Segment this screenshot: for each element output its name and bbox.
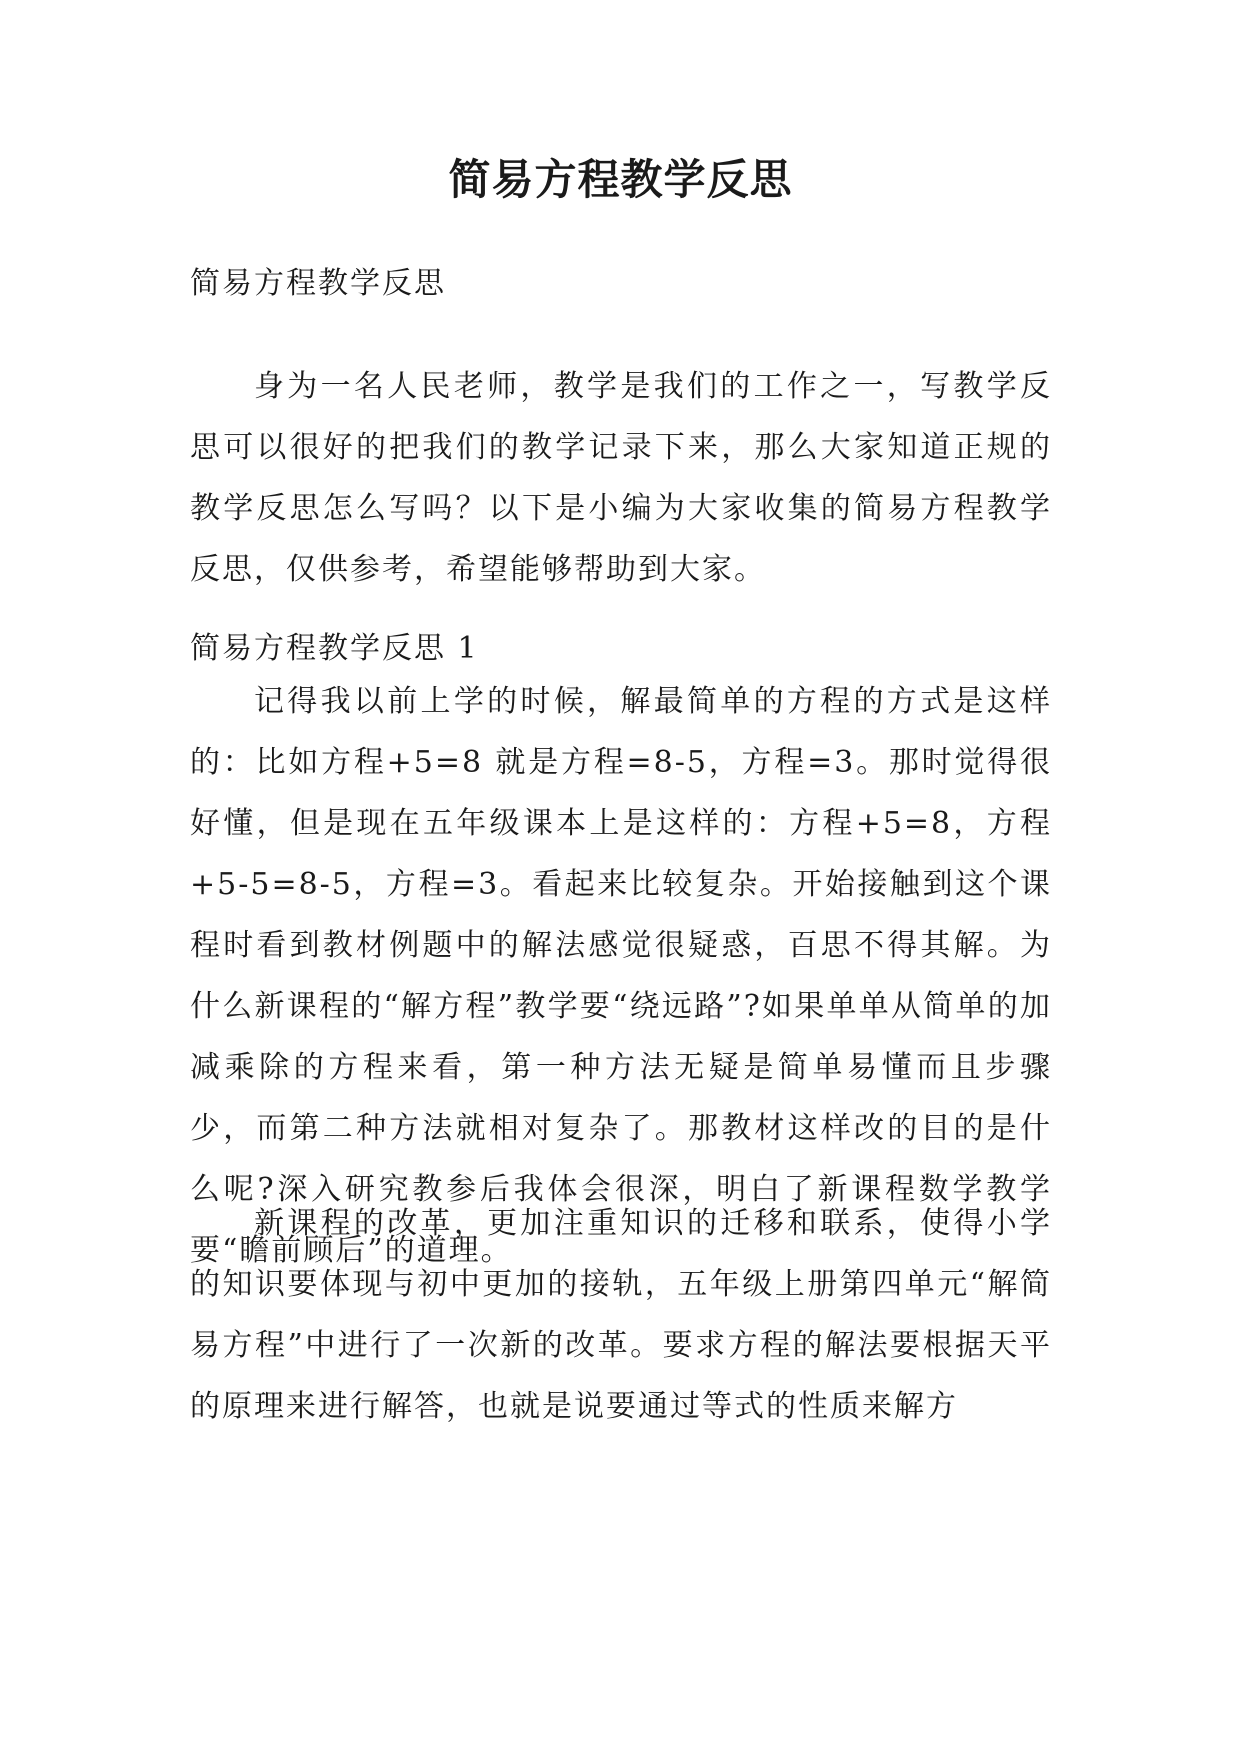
document-title: 简易方程教学反思: [448, 155, 793, 204]
document-subtitle: 简易方程教学反思: [190, 266, 446, 301]
intro-paragraph: 身为一名人民老师，教学是我们的工作之一，写教学反思可以很好的把我们的教学记录下来，那么大家知道正规的教学反思怎么写吗？以下是小编为大家收集的简易方程教学反思，仅供参考，希望能够帮助到大家。: [190, 369, 1052, 587]
section-1-paragraph-1: 记得我以前上学的时候，解最简单的方程的方式是这样的：比如方程+5=8 就是方程=8-5，方程=3。那时觉得很好懂，但是现在五年级课本上是这样的：方程+5=8，方程+5-5=8-5，方程=3。看起来比较复杂。开始接触到这个课程时看到教材例题中的解法感觉很疑惑，百思不得其解。为什么新课程的“解方程”教学要“绕远路”?如果单单从简单的加减乘除的方程来看，第一种方法无疑是简单易懂而且步骤少，而第二种方法就相对复杂了。那教材这样改的目的是什么呢?深入研究教参后我体会很深，明白了新课程数学教学要“瞻前顾后”的道理。: [190, 684, 1052, 1268]
section-1-heading: 简易方程教学反思 1: [190, 631, 479, 666]
section-1-paragraph-2: 新课程的改革，更加注重知识的迁移和联系，使得小学的知识要体现与初中更加的接轨，五年级上册第四单元“解简易方程”中进行了一次新的改革。要求方程的解法要根据天平的原理来进行解答，也就是说要通过等式的性质来解方: [190, 1206, 1052, 1424]
